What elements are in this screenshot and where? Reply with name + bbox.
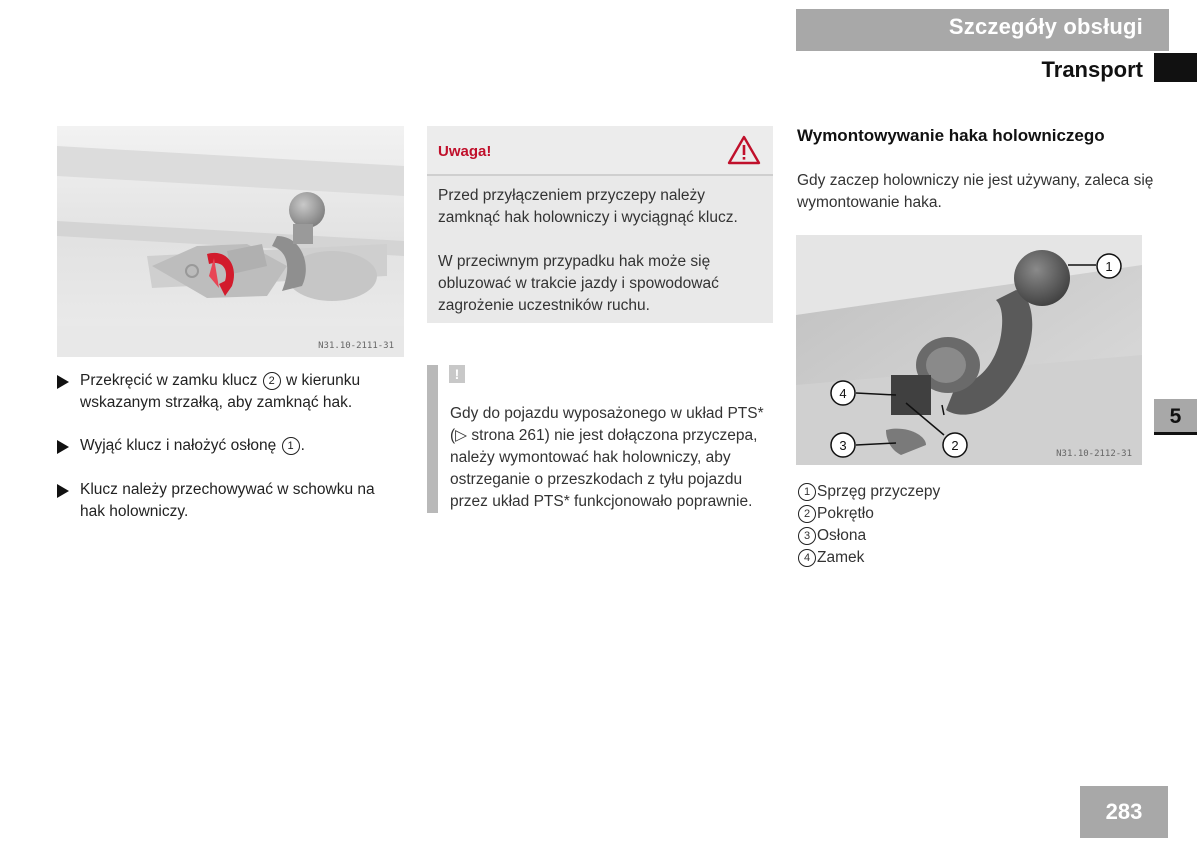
chapter-tab-underline xyxy=(1154,432,1197,435)
note-text-part: Gdy do pojazdu wyposażonego w układ PTS* ( xyxy=(450,405,764,444)
note-exclamation-icon: ! xyxy=(449,365,465,383)
page-number: 283 xyxy=(1080,786,1168,838)
figure-code: N31.10-2111-31 xyxy=(318,341,394,351)
section-title: Szczegóły obsługi xyxy=(948,14,1143,39)
callout-4 xyxy=(831,381,855,405)
bullet-triangle-icon xyxy=(57,484,69,498)
svg-text:1: 1 xyxy=(1105,259,1113,274)
legend-number: 3 xyxy=(798,527,816,545)
figure-code: N31.10-2112-31 xyxy=(1056,449,1132,459)
step-text: . xyxy=(300,437,305,454)
figure-tow-hook-locking xyxy=(57,126,404,357)
warning-paragraph: W przeciwnym przypadku hak może się obluzować w trakcie jazdy i spowodować zagrożenie uczestników ruchu. xyxy=(438,253,719,314)
legend-item xyxy=(797,525,940,547)
step-text: w kierunku wskazanym strzałką, aby zamknąć hak. xyxy=(80,372,361,411)
legend-item xyxy=(797,503,940,525)
legend-item xyxy=(797,547,940,569)
reference-number: 1 xyxy=(282,437,300,455)
figure-tow-hook-removal xyxy=(796,235,1142,465)
step-text: Przekręcić w zamku klucz xyxy=(80,372,262,389)
section-heading: Wymontowywanie haka holowniczego xyxy=(797,126,1105,145)
callout-2 xyxy=(943,433,967,457)
bullet-triangle-icon xyxy=(57,440,69,454)
svg-text:3: 3 xyxy=(839,438,847,453)
legend-label: Pokrętło xyxy=(817,505,874,522)
intro-text: Gdy zaczep holowniczy nie jest używany, zaleca się wymontowanie haka. xyxy=(797,172,1154,211)
chapter-tab: 5 xyxy=(1154,399,1197,434)
callout-3 xyxy=(831,433,855,457)
step-item xyxy=(57,435,402,457)
callout-1 xyxy=(1097,254,1121,278)
bullet-triangle-icon xyxy=(57,375,69,389)
reference-number: 2 xyxy=(263,372,281,390)
legend-number: 2 xyxy=(798,505,816,523)
step-text: Wyjąć klucz i nałożyć osłonę xyxy=(80,437,281,454)
legend-label: Osłona xyxy=(817,527,867,544)
note-side-bar xyxy=(427,365,438,513)
tow-hook-photo xyxy=(57,126,404,357)
chapter-title: Transport xyxy=(1041,57,1143,82)
svg-text:2: 2 xyxy=(951,438,959,453)
note-text-part: strona 261) nie jest dołączona przyczepa, należy wymontować hak holowniczy, aby ostrzeganie o przeszkodach z tyłu pojazdu przez układ PTS* funkcjonowało poprawnie. xyxy=(450,427,758,510)
page-reference-arrow-icon: ▷ xyxy=(455,427,468,444)
legend-label: Zamek xyxy=(817,549,865,566)
section-header-bar xyxy=(796,9,1169,51)
legend-number: 1 xyxy=(798,483,816,501)
chapter-marker xyxy=(1154,53,1197,82)
warning-header xyxy=(427,126,773,176)
tow-hook-detail-photo xyxy=(796,235,1142,465)
legend-label: Sprzęg przyczepy xyxy=(817,483,941,500)
step-item xyxy=(57,479,402,523)
step-text: Klucz należy przechowywać w schowku na hak holowniczy. xyxy=(80,481,375,520)
warning-triangle-icon xyxy=(727,135,761,165)
legend-number: 4 xyxy=(798,549,816,567)
warning-box xyxy=(427,126,773,323)
note-text xyxy=(450,403,775,513)
svg-text:4: 4 xyxy=(839,386,847,401)
figure-legend xyxy=(797,481,940,569)
warning-label: Uwaga! xyxy=(438,143,492,160)
legend-item xyxy=(797,481,940,503)
step-item xyxy=(57,370,402,414)
warning-paragraph: Przed przyłączeniem przyczepy należy zamknąć hak holowniczy i wyciągnąć klucz. xyxy=(438,187,738,226)
